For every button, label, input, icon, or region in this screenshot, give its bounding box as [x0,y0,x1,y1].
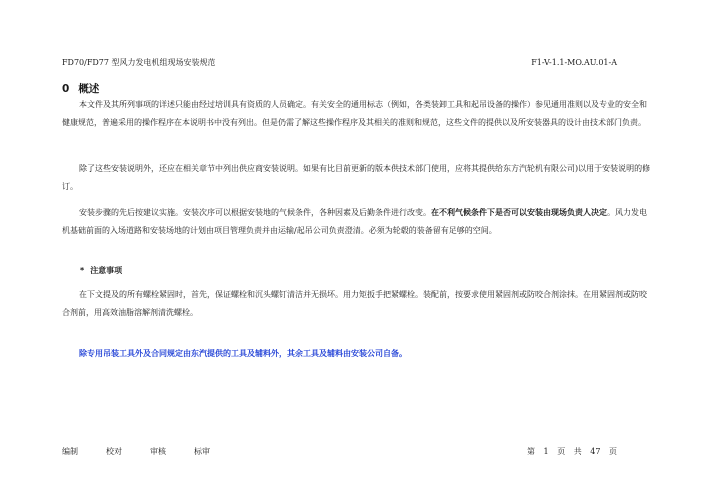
role-reviewed: 审核 [150,447,166,456]
signoff-roles [62,446,238,458]
note-heading [80,265,122,277]
document-title: FD70/FD77 型风力发电机组现场安装规范 [62,58,216,67]
page-number: 第 1 页 共 47 页 [527,447,617,456]
paragraph-3-post: 。风力发电机基础前面的入场道路和安装场地的计划由项目管理负责并由运输/起吊公司负责澄清。必须为轮毂的装备留有足够的空间。 [62,208,647,235]
paragraph-1-text: 本文件及其所列事项的详述只能由经过培训具有资质的人员确定。有关安全的通用标志（例如，各类装卸工具和起吊设备的操作）参见通用准则以及专业的安全和健康规范，普遍采用的操作程序在本说明书中没有列出。但是仍需了解这些操作程序及其相关的准则和规范，这些文件的提供以及所安装器具的设计由技术部门负责。 [62,100,647,127]
asterisk-icon: * [80,266,85,275]
section-title: 概述 [78,83,100,95]
paragraph-3-pre: 安装步骤的先后按建议实施。安装次序可以根据安装地的气候条件，各种因素及后勤条件进行改变。 [79,208,431,217]
role-checked: 校对 [106,447,122,456]
section-number: 0 [62,83,70,95]
paragraph-4-text: 在下文提及的所有螺栓紧固时，首先，保证螺栓和沉头螺钉清洁并无损坏。用力矩扳手把紧螺栓。装配前，按要求使用紧固剂或防咬合剂涂抹。在用紧固剂或防咬合剂前，用高效油脂溶解剂清洗螺栓。 [62,290,647,317]
note-title: 注意事项 [90,266,123,275]
document-code: F1-V-1.1-MO.AU.01-A [531,58,617,67]
paragraph-1 [62,96,654,132]
section-heading [62,82,99,96]
paragraph-3-emphasis: 在不利气候条件下是否可以安装由现场负责人决定 [431,207,607,217]
paragraph-2 [62,160,654,196]
role-compiled: 编制 [62,447,78,456]
paragraph-2-text: 除了这些安装说明外，还应在相关章节中列出供应商安装说明。如果有比目前更新的版本供技术部门使用，应将其提供给东方汽轮机有限公司)以用于安装说明的修订。 [62,164,651,191]
role-standard-review: 标审 [194,447,210,456]
page-footer [62,446,617,458]
paragraph-3-text [62,204,654,240]
page-header [62,57,617,69]
paragraph-3 [62,204,654,240]
tools-supply-note: 除专用吊装工具外及合同规定由东汽提供的工具及辅料外，其余工具及辅料由安装公司自备。 [79,348,407,358]
paragraph-4 [62,286,654,322]
